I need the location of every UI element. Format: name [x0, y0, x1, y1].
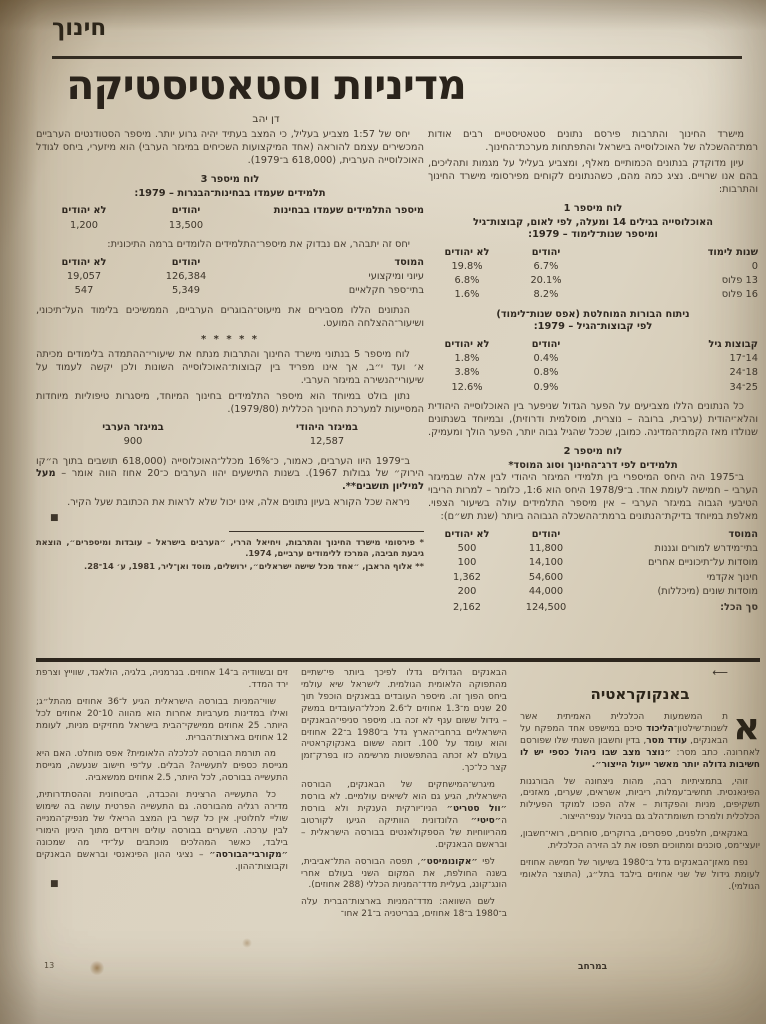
bank-column-1: [520, 668, 760, 960]
paragraph: הבאנקים הגדולים גדלו לפיכך ביותר פי־שתיים מהתפוקה הלאומית הגולמית. לישראל שיא עולמי ביחס הפוך זה. מיספר העובדים בבאנקים הוכפל תוך 20 שנים מ־1.3 אחוזים ל־2.6 מכלל־העובדים במשק – גידול ששום ענף לא זכה בו. מיספר סניפי־הבאנקים הישראליים ברחבי־הארץ גדל ב־1980 ב־22 אחוזים והוא עומד על 100. דומה ששום באנקוקראטיה בעולם לא זכתה בהתפשטות מרשימה כזו בפרק־זמן קצר כל־כך.: [301, 668, 508, 774]
bold-text: הליכוד: [646, 723, 674, 734]
table-row: 13,500 1,200: [69, 219, 204, 231]
section-divider: [36, 658, 760, 662]
table-row: עיוני ומיקצועי 126,384 19,057: [66, 271, 424, 283]
table-row: חינוך אקדמי 54,600 1,362: [452, 571, 758, 583]
paragraph: ב־1975 היה היחס המיספרי בין תלמידי המיגזר היהודי לבין אלה שבמיגזר הערבי – חמישה לעומת אחד. ב־1978/9 היחס הוא 1:6, כלומר – למרות הריבוי הטיבעי הגבוה במיגזר הערבי – אין מיספר התלמידים עולה בשיעור הצפוי. מאלפת במיוחד בדיקת־הנתונים ברמת־ההשכלה הגבוהה ביותר (שנת תש״ם):: [428, 472, 758, 522]
paragraph: נתון בולט במיוחד הוא מיספר התלמידים בחינוך המיוחד, מיסגרות טיפוליות מיוחדות המסייעות למערכת החינוך הכללית (1979/80).: [36, 391, 424, 416]
table4: [36, 256, 424, 299]
paragraph: באנקאים, חלפנים, ספסרים, ברוקרים, סוחרים, רואי־חשבון, יועצי־מס, סוכנים ומתווכים תפסו את לב הזירה הכלכלית.: [520, 829, 760, 852]
end-square-icon: ■: [50, 513, 59, 524]
table2-title: לוח מיספר 2: [563, 445, 623, 457]
paragraph: מה תורמת הבורסה לכלכלה הלאומית? אפס מוחלט. האם היא מגייסת כספים לתעשייה? הבלים. על־פי חישוב שנעשה, מגייסת התעשייה בבורסה, לכל היותר, 2.5 אחוזים ממשאביה.: [36, 749, 288, 784]
table-row: בתי־מידרש למורים וגננות 11,800 500: [457, 543, 758, 555]
section-label: חינוך: [52, 15, 107, 41]
table-header-row: מיספר התלמידים שעמדו בבחינות יהודים לא יהודים: [61, 205, 424, 217]
paragraph: כל התעשייה הרצינית והכבדה, הביטחונית וההסתדרותית, מדירה רגליה מהבורסה. גם התעשייה הפרטית עושה בה שימוש שוליי לחלוטין. אין כל קשר בין המצב הריאלי של מנפיק־המנייה לבין ערכה. השערים בבורסה עולים ויורדים מתוך היגיון הימורי בילבד, כאשר המהלכים מוכתבים על־ידי מה שמכונה ״מקורבי־הבורסה״ – נציגי ההון הפינאנסי ובראשם הבאנקים וקבוצות־ההון.: [36, 790, 288, 872]
table1-title: לוח מיספר 1: [563, 202, 623, 214]
bold-text: ״אקונומיסט״: [420, 856, 478, 867]
table-row: מוסדות שונים (מיכללות) 44,000 200: [457, 585, 758, 597]
table-row: 0 6.7% 19.8%: [451, 260, 758, 272]
paragraph: ב־1979 היוו הערבים, כאמור, כ־16% מכלל־האוכלוסייה (618,000 תושבים בתוך ה״קו הירוק״ של גבולות 1967). בשנות התישעים יהוו הערבים כ־20 אחוז הווה אומר – מעל למיליון תושבים**.: [36, 455, 424, 493]
paragraph: נפח מאזן־הבאנקים גדל ב־1980 בשיעור של חמישה אחוזים לעומת גידול של שני אחוזים בילבד בתל״ג, (התוצר הלאומי הגולמי).: [520, 857, 760, 892]
paragraph: לוח מיספר 5 בנתוני מישרד החינוך והתרבות מנתח את שיעורי־ההתמדה בלימודים מכיתה א׳ ועד י״ב, אך אינו מפריד בין קבוצות־האוכלוסייה השונות ולכן יקשה לעמוד על שיעורי־הנשירה במיגזר הערבי.: [36, 349, 424, 387]
paragraph: לפי ״אקונומיסט״, תפסה הבורסה התל־אביבית, בשנה החולפת, את המקום השני בעולם אחרי הונג־קונג, בעליית מדד־המניות הכללי (288 אחוזים).: [301, 856, 507, 891]
bold-text: ״וול סטריט״: [446, 803, 507, 814]
page-number: 13: [44, 961, 55, 970]
table1b: [428, 338, 758, 395]
table-row: בתי־ספר חקלאיים 5,349 547: [74, 285, 424, 297]
header-rule: [52, 56, 742, 59]
paragraph: הנתונים הללו מסבירים את מיעוט־הבוגרים הערביים, הממשיכים בלימוד העל־תיכוני, ושיעור־ההצלחה המועט.: [36, 304, 424, 329]
table-header-row: [428, 246, 758, 260]
bold-text: ״מקורבי־הבורסה״: [209, 849, 288, 860]
paragraph: לשם השוואה: מדד־המניות בארצות־הברית עלה ב־1980 ב־18 אחוזים, בבריטניה ב־21 אחו־: [301, 897, 507, 920]
continuation-arrow-icon: ⟵: [712, 668, 728, 679]
page-title: מדיניות וסטאטיסטיקה: [66, 61, 466, 109]
bank-headline: באנקוקראטיה: [590, 685, 690, 703]
paragraph: כל הנתונים הללו מצביעים על הפער הגדול שניפער בין האוכלוסייה היהודית והלא־יהודית (ערבית, ברובה – נוצרית, מוסלמית ודרוזית), ובמיוחד בשנתונים שנולדו מאז הקמת־המדינה. כמובן, שככל שהגיל גבוה יותר, הפער הולך ומעמיק.: [428, 400, 758, 438]
table-total-row: סך הכל: 124,500 2,162: [452, 602, 758, 614]
table2: [428, 528, 758, 616]
paragraph: ניראה שכל הקורא בעיון נתונים אלה, אינו יכול שלא לראות את הכתובת שעל הקיר.: [67, 497, 410, 509]
table1-subtitle: האוכלוסייה בגילים 14 ומעלה, לפי לאום, קבוצות־גיל: [472, 216, 714, 228]
paragraph: עיון מדוקדק בנתונים הכמותיים מאלף, ומצביע בעליל על מגמות ותהליכים, בהם אנו שרויים. נציג כמה מהם, כשהנתונים לקוחים מפירסומי מישרד החינוך והתרבות:: [428, 157, 758, 195]
bold-text: ״נוצר מצב שבו ניהול כספי יש לו חשיבות גדולה יותר מאשר ייעול הייצור״.: [520, 747, 760, 770]
column-header: יהודים: [531, 246, 561, 258]
table1: [428, 246, 758, 303]
byline: דן יהב: [252, 113, 280, 125]
paragraph: שווי־המניות בבורסה הישראלית הגיע ל־36 אחוזים מהתל״ג; ואילו במדינות מערביות אחרות הוא מהווה 10־20 אחוזים לכל היותר. 25 אחוזים ממישקי־הבית בישראל מחזיקים מניות, לעומת 12 אחוזים בארצות־הברית.: [36, 696, 288, 743]
magazine-name: במרחב: [578, 962, 608, 972]
footnote: * פירסומי מישרד החינוך והתרבות, ויחיאל הררי, ״הערבים בישראל – עובדות ומיספרים״, הוצאת גיבעת חביבה, המרכז ללימודים ערביים, 1974.: [36, 537, 424, 558]
education-column-right: [428, 129, 758, 622]
table3-subtitle: תלמידים שעמדו בבחינות־הבגרות – 1979:: [134, 187, 326, 199]
education-column-left: [36, 129, 424, 575]
table3-title: לוח מיספר 3: [200, 173, 260, 185]
table-row: 25־34 0.9% 12.6%: [451, 381, 758, 393]
paper-stain: [90, 960, 104, 976]
table-header-row: המוסד יהודים לא יהודים: [61, 256, 424, 268]
paragraph: מישרד החינוך והתרבות פירסם נתונים סטאטיסטיים רבים אודות רמת־ההשכלה של האוכלוסייה בישראל והתפתחות מערכת־החינוך.: [428, 129, 758, 153]
table2-subtitle: תלמידים לפי דרג־החינוך וסוג המוסד*: [508, 459, 678, 471]
table1b-subtitle: ניתוח הבורות המוחלטת (אפס שנות־לימוד): [496, 308, 690, 320]
footnote: ** אלוף הראבן, ״אחד מכל שישה ישראלים״, ירושלים, מוסד ואן־ליר, 1981, ע׳ 14־28.: [84, 561, 424, 572]
paragraph: יחס זה יתבהר, אם נבדוק את מיספר־התלמידים הלומדים ברמה התיכונית:: [107, 238, 410, 250]
bank-column-2: [301, 668, 507, 960]
end-square-icon: ■: [50, 878, 59, 889]
table-row: 14־17 0.4% 1.8%: [454, 353, 758, 365]
table-row: 18־24 0.8% 3.8%: [454, 367, 758, 379]
table3: [36, 204, 424, 233]
table5: [36, 421, 424, 450]
paragraph: זים ובשוודיה ב־14 אחוזים. בגרמניה, בלגיה, הולאנד, שווייץ וצרפת ירד המדד.: [36, 668, 288, 690]
bold-text: ״סיטי״: [470, 815, 502, 826]
paragraph: זוהי, בתמציתיות רבה, מהות ניצחונה של הבורגנות הפינאנסית. תחשיב־עמלות, ריביות, אשראים, שערים, מאזנים, תשקיפים, מניות והפקדות – אלה הפכו למוקד הפעילות הכלכלית ולמרכז תשומת־הלב גם בניהול ענפי־הייצור.: [520, 776, 760, 823]
table1-subtitle: ומיספר שנות־לימוד – 1979:: [528, 229, 658, 241]
bank-article: [36, 668, 760, 960]
table-header-row: המוסד יהודים לא יהודים: [444, 528, 758, 540]
column-header: שנות לימוד: [707, 246, 758, 258]
table-row: מוסדות על־תיכוניים אחרים 14,100 100: [457, 557, 758, 569]
education-article: [36, 129, 758, 660]
bold-text: עודד מסר: [646, 735, 688, 746]
table-header-row: קבוצות גיל יהודים לא יהודים: [444, 338, 758, 350]
stars-separator: * * * * *: [200, 334, 260, 346]
table-header-row: במיגזר היהודי במיגזר הערבי: [102, 421, 358, 433]
paragraph: א ת המשמעות הכלכלית האמיתית אשר לשנות־שילטון־הליכוד סיכם במישפט אחד המפקח על הבאנקים, עודד מסר, בדין וחשבון השנתי שלו שפורסם לאחרונה. כתב מסר: ״נוצר מצב שבו ניהול כספי יש לו חשיבות גדולה יותר מאשר ייעול הייצור״.: [520, 705, 760, 770]
drop-cap: א: [733, 705, 760, 748]
table-row: 12,587 900: [123, 436, 345, 448]
paragraph: מיגרש־המישחקים של הבאנקים, הבורסה הישראלית, הגיע גם הוא לשיאים עולמיים. לא בורסת ״וול סטריט״ הניו־יורקית הענקית ולא בורסת ה״סיטי״ הלונדונית הוותיקה הגיעו לקורטוב מהריווחיות של הספקולאנטים בבורסה הישראלית – ובראשם הבאנקים.: [301, 780, 507, 850]
paragraph: יחס של 1:57 מצביע בעליל, כי המצב בעתיד יהיה גרוע יותר. מיספר הסטודנטים הערביים המכשירים עצמם להוראה (אחד המיקצועות השכיחים במיגזר הערבי) הוא מיזערי, ביחס לגודל האוכלוסייה הערבית, (618,000 ב־1979).: [36, 129, 424, 166]
column-header: לא יהודים: [444, 246, 490, 258]
bold-text: מעל למיליון תושבים**.: [36, 468, 424, 493]
table-row: 13 פלוס 20.1% 6.8%: [454, 275, 758, 287]
bank-column-3: [36, 668, 288, 960]
table1b-subtitle: לפי קבוצות־הגיל – 1979:: [533, 321, 653, 333]
footnote-rule: [229, 531, 424, 532]
table-row: 16 פלוס 8.2% 1.6%: [454, 289, 758, 301]
